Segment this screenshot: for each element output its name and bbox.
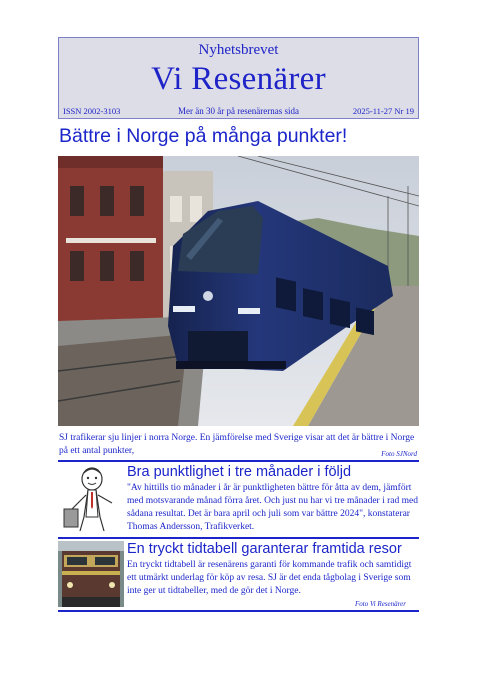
lead-headline: Bättre i Norge på många punkter! [59, 125, 348, 147]
divider-rule [58, 537, 419, 539]
masthead [58, 37, 419, 119]
tagline: Mer än 30 år på resenärernas sida [178, 106, 299, 116]
lead-photo-credit: Foto SJNord [381, 450, 417, 458]
lead-caption-text: SJ trafikerar sju linjer i norra Norge. En jämförelse med Sverige visar att det är bättre i Norge på ett antal punkter, [59, 433, 415, 456]
divider-rule [58, 610, 419, 612]
issue-date: 2025-11-27 Nr 19 [352, 106, 414, 116]
newsletter-title: Vi Resenärer [151, 61, 326, 97]
issn: ISSN 2002-3103 [63, 106, 121, 116]
story-punctuality-title: Bra punktlighet i tre månader i följd [127, 464, 352, 480]
cartoon-traveler [58, 465, 124, 535]
story-timetable-body: En tryckt tidtabell är resenärens garanti för kommande trafik och samtidigt ett utmärkt underlag för köp av resa. SJ är det enda tågbolag i Sverige som inte ger ut tidtabeller, med de gör det i Norge. [127, 560, 412, 596]
story-timetable-photo-credit: Foto Vi Resenärer [355, 600, 406, 608]
divider-rule [58, 460, 419, 462]
story-timetable-photo-locomotive [58, 541, 124, 607]
lead-caption [59, 432, 417, 461]
lead-photo-train [58, 156, 419, 426]
newsletter-supertitle: Nyhetsbrevet [198, 42, 279, 58]
story-punctuality-body: "Av hittills tio månader i år är punktligheten bättre för åtta av dem, jämfört med motsvarande månad förra året. Och just nu har vi tre månader i rad med sådana resultat. Det är bara april och juli som var bättre 2024", konstaterar Thomas Andersson, Trafikverket. [127, 483, 418, 532]
story-timetable-title: En tryckt tidtabell garanterar framtida resor [127, 541, 402, 557]
